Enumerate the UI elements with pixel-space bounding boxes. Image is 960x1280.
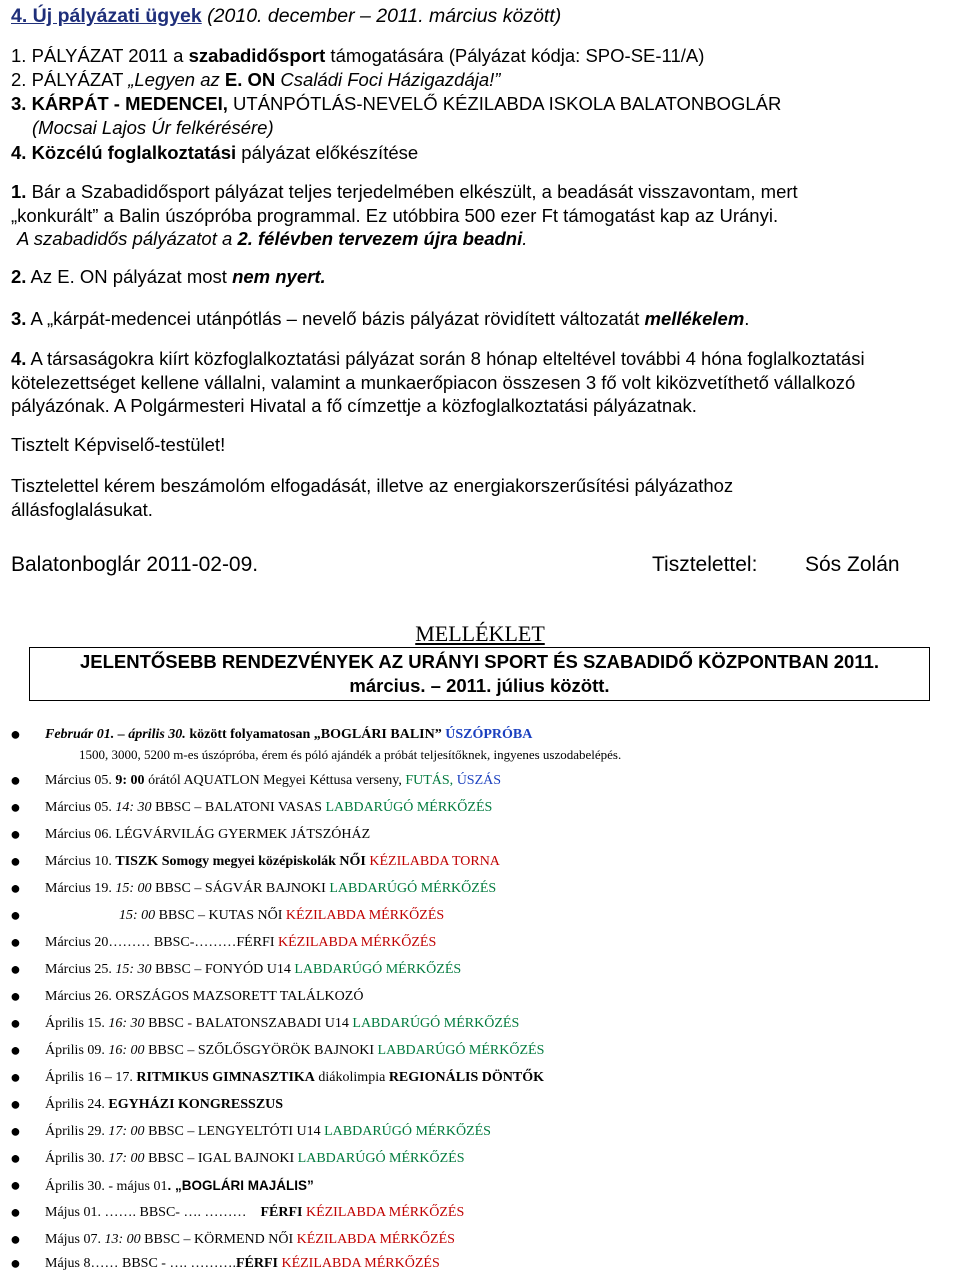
event-item: ● Május 8…… BBSC - …. ……….FÉRFI KÉZILABDA MÉRKŐZÉS bbox=[10, 1253, 440, 1273]
event-item: ● Március 20……… BBSC-………FÉRFI KÉZILABDA MÉRKŐZÉS bbox=[10, 932, 437, 952]
annex-title: MELLÉKLET bbox=[415, 621, 545, 646]
bullet-icon: ● bbox=[10, 1040, 21, 1060]
bullet-icon: ● bbox=[10, 1148, 21, 1168]
event-item: ● Március 06. LÉGVÁRVILÁG GYERMEK JÁTSZÓHÁZ bbox=[10, 824, 371, 844]
event-item: ● Április 09. 16: 00 BBSC – SZŐLŐSGYÖRÖK BAJNOKI LABDARÚGÓ MÉRKŐZÉS bbox=[10, 1040, 545, 1060]
paragraph-3: 3. A „kárpát-medencei utánpótlás – nevelő bázis pályázat rövidített változatát mellékelem. bbox=[11, 308, 750, 329]
list-item: 1. PÁLYÁZAT 2011 a szabadidősport támogatására (Pályázat kódja: SPO-SE-11/A) bbox=[11, 45, 705, 66]
bullet-icon: ● bbox=[10, 1067, 21, 1087]
section-title-date: (2010. december – 2011. március között) bbox=[207, 5, 562, 27]
event-item: ● Március 05. 14: 30 BBSC – BALATONI VASAS LABDARÚGÓ MÉRKŐZÉS bbox=[10, 797, 493, 817]
event-item: ● Április 29. 17: 00 BBSC – LENGYELTÓTI U14 LABDARÚGÓ MÉRKŐZÉS bbox=[10, 1121, 491, 1141]
paragraph-1: 1. Bár a Szabadidősport pályázat teljes terjedelmében elkészült, a beadását visszavontam, mert „konkurált” a Balin úszópróba programmal. Ez utóbbira 500 ezer Ft támogatást kap az Urányi. A szabadidős pályázatot a 2. félévben tervezem újra beadni. bbox=[11, 181, 798, 249]
paragraph-4: 4. A társaságokra kiírt közfoglalkoztatási pályázat során 8 hónap elteltével további 4 hóna foglalkoztatási kötelezettséget kellene vállalni, valamint a munkaerőpiacon összesen 3 fő volt kiközvetíthető vállalkozó pályázónak. A Polgármesteri Hivatal a fő címzettje a közfoglalkoztatási pályázatnak. bbox=[11, 348, 865, 416]
event-item: ● Április 30. - május 01. „BOGLÁRI MAJÁLIS” bbox=[10, 1175, 314, 1195]
regards: Tisztelettel: bbox=[652, 553, 758, 576]
bullet-icon: ● bbox=[10, 797, 21, 817]
list-item: 4. Közcélú foglalkoztatási pályázat előkészítése bbox=[11, 142, 419, 163]
list-item: 3. KÁRPÁT - MEDENCEI, UTÁNPÓTLÁS-NEVELŐ KÉZILABDA ISKOLA BALATONBOGLÁR bbox=[11, 93, 782, 114]
bullet-icon: ● bbox=[10, 1202, 21, 1222]
bullet-icon: ● bbox=[10, 1013, 21, 1033]
event-item: ● Február 01. – április 30. között folyamatosan „BOGLÁRI BALIN” ÚSZÓPRÓBA 1500, 3000, 5200 m-es úszópróba, érem és póló ajándék a próbát teljesítőknek, ingyenes uszodabelépés. bbox=[10, 724, 622, 762]
bullet-icon: ● bbox=[10, 932, 21, 952]
request-paragraph: Tisztelettel kérem beszámolóm elfogadását, illetve az energiakorszerűsítési pályázathoz állásfoglalásukat. bbox=[11, 475, 734, 520]
section-title bbox=[11, 5, 561, 28]
event-item: ● Május 01. ……. BBSC- …. ……… FÉRFI KÉZILABDA MÉRKŐZÉS bbox=[10, 1202, 465, 1222]
annex-heading-line-1: JELENTŐSEBB RENDEZVÉNYEK AZ URÁNYI SPORT ÉS SZABADIDŐ KÖZPONTBAN 2011. bbox=[79, 651, 880, 672]
event-item: ● Március 19. 15: 00 BBSC – SÁGVÁR BAJNOKI LABDARÚGÓ MÉRKŐZÉS bbox=[10, 878, 497, 898]
event-item: ● Május 07. 13: 00 BBSC – KÖRMEND NŐI KÉZILABDA MÉRKŐZÉS bbox=[10, 1229, 455, 1249]
event-item: ● Március 05. 9: 00 órától AQUATLON Megyei Kéttusa verseny, FUTÁS, ÚSZÁS bbox=[10, 770, 502, 790]
bullet-icon: ● bbox=[10, 959, 21, 979]
event-note: 1500, 3000, 5200 m-es úszópróba, érem és póló ajándék a próbát teljesítőknek, ingyenes uszodabelépés. bbox=[79, 747, 622, 762]
list-item-note: (Mocsai Lajos Úr felkérésére) bbox=[32, 117, 274, 138]
event-item: ● Március 25. 15: 30 BBSC – FONYÓD U14 LABDARÚGÓ MÉRKŐZÉS bbox=[10, 959, 462, 979]
signatory-name: Sós Zolán bbox=[805, 553, 900, 576]
event-item: ● 15: 00 BBSC – KUTAS NŐI KÉZILABDA MÉRKŐZÉS bbox=[10, 905, 445, 925]
event-item: ● Március 26. ORSZÁGOS MAZSORETT TALÁLKOZÓ bbox=[10, 986, 364, 1006]
bullet-icon: ● bbox=[10, 986, 21, 1006]
bullet-icon: ● bbox=[10, 1253, 21, 1273]
event-item: ● Március 10. TISZK Somogy megyei középiskolák NŐI KÉZILABDA TORNA bbox=[10, 851, 500, 871]
greeting: Tisztelt Képviselő-testület! bbox=[11, 434, 226, 455]
bullet-icon: ● bbox=[10, 878, 21, 898]
bullet-icon: ● bbox=[10, 1229, 21, 1249]
bullet-icon: ● bbox=[10, 1094, 21, 1114]
list-item: 2. PÁLYÁZAT „Legyen az E. ON Családi Foci Házigazdája!” bbox=[11, 69, 501, 90]
event-item: ● Április 30. 17: 00 BBSC – IGAL BAJNOKI LABDARÚGÓ MÉRKŐZÉS bbox=[10, 1148, 465, 1168]
place-date: Balatonboglár 2011-02-09. bbox=[11, 553, 259, 576]
event-item: ● Április 24. EGYHÁZI KONGRESSZUS bbox=[10, 1094, 284, 1114]
annex-heading-line-2: március. – 2011. július között. bbox=[349, 675, 610, 696]
bullet-icon: ● bbox=[10, 724, 21, 744]
bullet-icon: ● bbox=[10, 824, 21, 844]
bullet-icon: ● bbox=[10, 905, 21, 925]
event-item: ● Április 15. 16: 30 BBSC - BALATONSZABADI U14 LABDARÚGÓ MÉRKŐZÉS bbox=[10, 1013, 520, 1033]
bullet-icon: ● bbox=[10, 1175, 21, 1195]
section-title-main: 4. Új pályázati ügyek bbox=[11, 5, 202, 27]
bullet-icon: ● bbox=[10, 851, 21, 871]
bullet-icon: ● bbox=[10, 1121, 21, 1141]
paragraph-2: 2. Az E. ON pályázat most nem nyert. bbox=[11, 266, 326, 287]
annex-heading-box bbox=[29, 647, 930, 701]
bullet-icon: ● bbox=[10, 770, 21, 790]
event-item: ● Április 16 – 17. RITMIKUS GIMNASZTIKA diákolimpia REGIONÁLIS DÖNTŐK bbox=[10, 1067, 545, 1087]
